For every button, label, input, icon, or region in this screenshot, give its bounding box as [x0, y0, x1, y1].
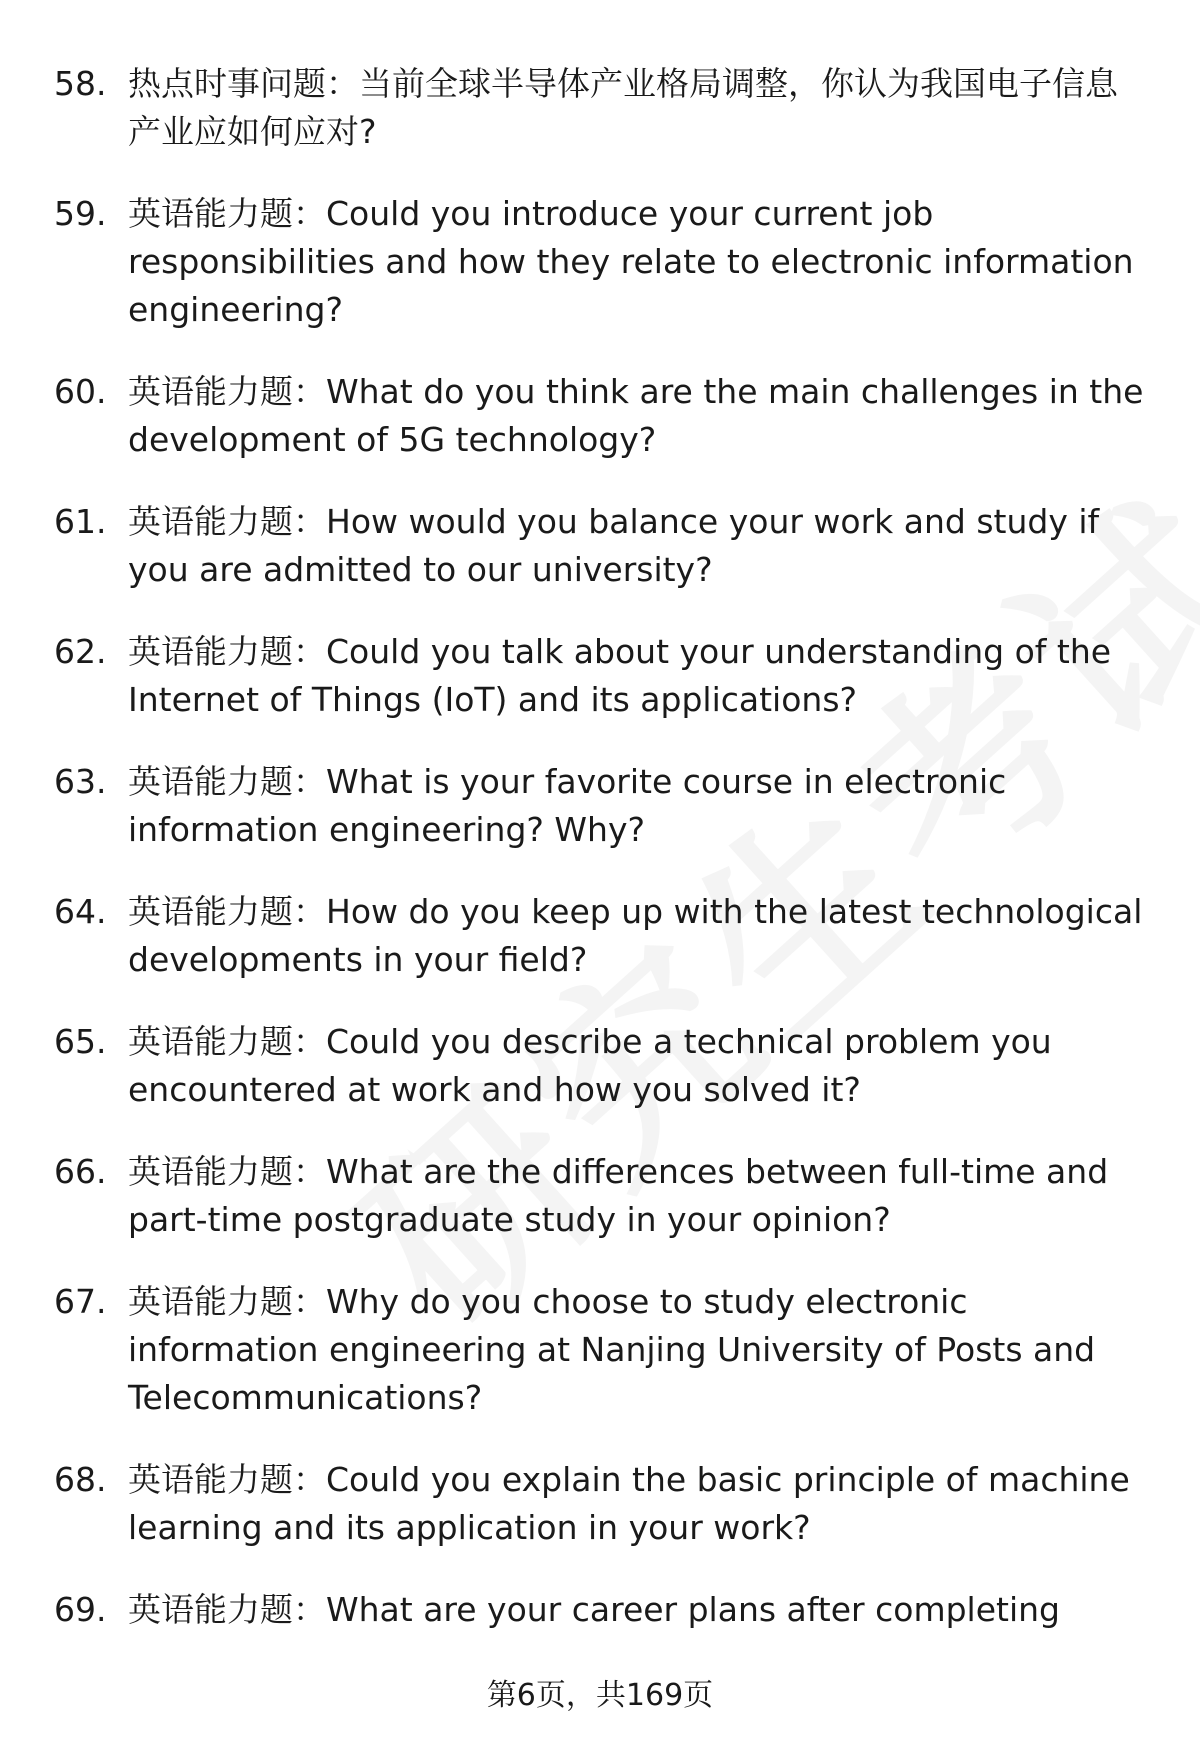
question-body [128, 1018, 1168, 1114]
question-item [0, 1456, 1200, 1552]
question-body [128, 888, 1168, 984]
question-text: How would you balance your work and study if you are admitted to our university? [128, 502, 1100, 589]
question-item [0, 1148, 1200, 1244]
question-body [128, 1148, 1168, 1244]
question-number: 58. [54, 64, 107, 103]
question-list [0, 60, 1200, 1668]
question-number: 64. [54, 892, 107, 931]
question-category: 热点时事问题： [128, 64, 359, 103]
question-number: 68. [54, 1460, 107, 1499]
question-category: 英语能力题： [128, 372, 326, 411]
question-text: What is your favorite course in electronic information engineering? Why? [128, 762, 1007, 849]
question-text: Why do you choose to study electronic information engineering at Nanjing University of Posts and Telecommunications? [128, 1282, 1096, 1417]
question-text: How do you keep up with the latest technological developments in your field? [128, 892, 1143, 979]
question-item [0, 758, 1200, 854]
question-number: 62. [54, 632, 107, 671]
question-item [0, 888, 1200, 984]
question-number: 61. [54, 502, 107, 541]
question-body [128, 1586, 1168, 1634]
question-body [128, 190, 1168, 334]
question-category: 英语能力题： [128, 194, 326, 233]
page-footer [0, 1676, 1200, 1716]
question-number: 66. [54, 1152, 107, 1191]
question-category: 英语能力题： [128, 1282, 326, 1321]
question-number: 67. [54, 1282, 107, 1321]
question-text: Could you explain the basic principle of machine learning and its application in your work? [128, 1460, 1130, 1547]
question-item [0, 368, 1200, 464]
question-text: Could you talk about your understanding of the Internet of Things (IoT) and its applications? [128, 632, 1112, 719]
question-body [128, 60, 1168, 156]
question-number: 63. [54, 762, 107, 801]
question-item [0, 498, 1200, 594]
question-text: What are the differences between full-time and part-time postgraduate study in your opinion? [128, 1152, 1109, 1239]
question-text: Could you describe a technical problem you encountered at work and how you solved it? [128, 1022, 1052, 1109]
question-number: 59. [54, 194, 107, 233]
question-item [0, 60, 1200, 156]
question-category: 英语能力题： [128, 632, 326, 671]
question-body [128, 758, 1168, 854]
question-category: 英语能力题： [128, 1022, 326, 1061]
question-text: 当前全球半导体产业格局调整，你认为我国电子信息产业应如何应对? [128, 64, 1118, 151]
question-text: What are your career plans after completing [326, 1590, 1060, 1629]
question-category: 英语能力题： [128, 1590, 326, 1629]
page-number: 第6页，共169页 [486, 1678, 714, 1713]
question-category: 英语能力题： [128, 762, 326, 801]
question-item [0, 1018, 1200, 1114]
question-item [0, 190, 1200, 334]
question-item [0, 1586, 1200, 1634]
question-body [128, 628, 1168, 724]
question-category: 英语能力题： [128, 1152, 326, 1191]
question-number: 69. [54, 1590, 107, 1629]
question-category: 英语能力题： [128, 1460, 326, 1499]
question-number: 60. [54, 372, 107, 411]
question-category: 英语能力题： [128, 892, 326, 931]
question-item [0, 1278, 1200, 1422]
question-body [128, 498, 1168, 594]
question-number: 65. [54, 1022, 107, 1061]
question-item [0, 628, 1200, 724]
question-text: Could you introduce your current job responsibilities and how they relate to electronic information engineering? [128, 194, 1134, 329]
question-category: 英语能力题： [128, 502, 326, 541]
question-body [128, 1456, 1168, 1552]
question-text: What do you think are the main challenges in the development of 5G technology? [128, 372, 1144, 459]
question-body [128, 368, 1168, 464]
question-body [128, 1278, 1168, 1422]
